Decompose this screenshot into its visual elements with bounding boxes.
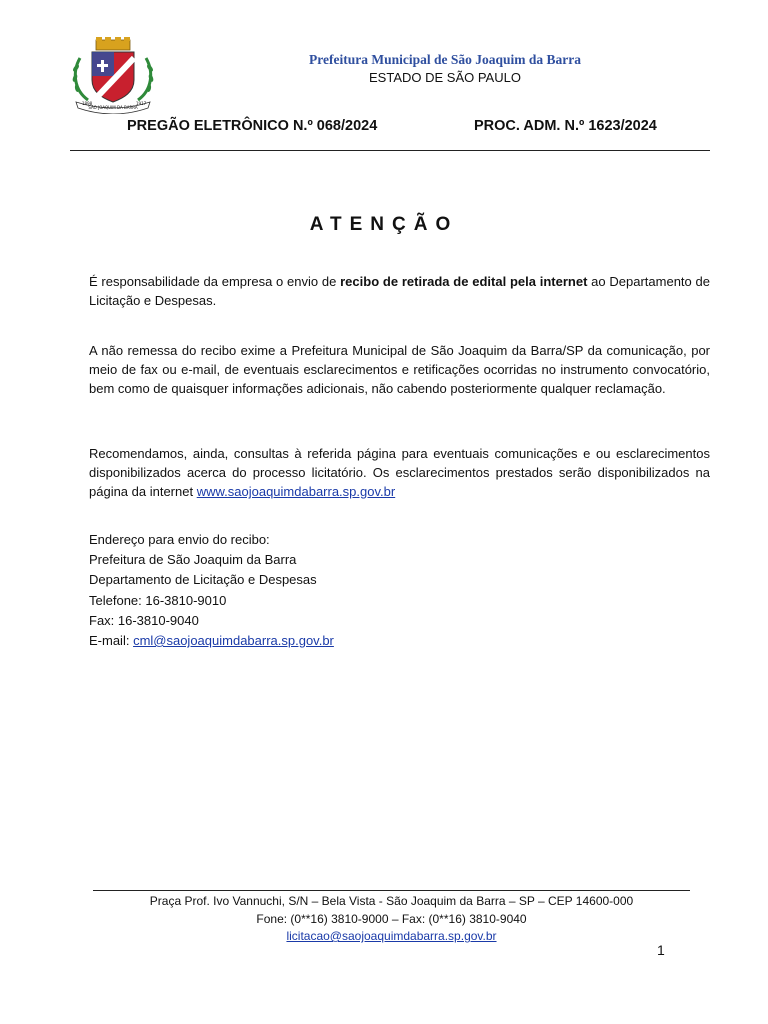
- pregao-number: PREGÃO ELETRÔNICO N.º 068/2024: [127, 118, 378, 134]
- paragraph1-before: É responsabilidade da empresa o envio de: [89, 274, 341, 289]
- page-number: 1: [657, 942, 665, 958]
- address-block: [89, 530, 334, 651]
- footer: [93, 893, 690, 946]
- address-heading: Endereço para envio do recibo:: [89, 532, 270, 547]
- footer-address: Praça Prof. Ivo Vannuchi, S/N – Bela Vista - São Joaquim da Barra – SP – CEP 14600-000: [149, 894, 634, 908]
- address-line2: Departamento de Licitação e Despesas: [89, 572, 317, 588]
- address-line1: Prefeitura de São Joaquim da Barra: [89, 552, 297, 568]
- paragraph1-bold: recibo de retirada de edital pela internet: [340, 274, 588, 289]
- header-divider: [70, 150, 710, 151]
- crest-year-right: 1917: [136, 101, 147, 106]
- proc-adm-number: PROC. ADM. N.º 1623/2024: [474, 118, 657, 134]
- paragraph3-text: Recomendamos, ainda, consultas à referida página para eventuais comunicações e ou esclarecimentos disponibilizados acerca do processo licitatório. Os esclarecimentos prestados serão disponibilizados na página da internet: [89, 446, 710, 499]
- header-title: Prefeitura Municipal de São Joaquim da Barra: [309, 52, 581, 67]
- address-fax: Fax: 16-3810-9040: [89, 612, 199, 628]
- email-link[interactable]: cml@saojoaquimdabarra.sp.gov.br: [133, 633, 334, 649]
- footer-phones: Fone: (0**16) 3810-9000 – Fax: (0**16) 3810-9040: [256, 911, 527, 926]
- crest-motto: SÃO JOAQUIM DA BARRA: [88, 105, 138, 110]
- municipal-crest-icon: [68, 36, 158, 114]
- website-link[interactable]: www.saojoaquimdabarra.sp.gov.br: [196, 484, 396, 499]
- footer-divider: [93, 890, 690, 891]
- crest-year-left: 1898: [82, 101, 93, 106]
- paragraph-recommendation: [89, 444, 710, 501]
- footer-email-link[interactable]: licitacao@saojoaquimdabarra.sp.gov.br: [286, 929, 497, 943]
- header-subtitle: ESTADO DE SÃO PAULO: [369, 70, 521, 85]
- address-phone: Telefone: 16-3810-9010: [89, 592, 227, 608]
- paragraph-responsibility: [89, 272, 710, 310]
- address-email-label: E-mail:: [89, 633, 134, 649]
- address-email-row: [89, 631, 334, 651]
- page-title: ATENÇÃO: [309, 214, 459, 235]
- paragraph1-after: ao Departamento de Licitação e Despesas.: [89, 274, 710, 308]
- paragraph-non-remittance: A não remessa do recibo exime a Prefeitura Municipal de São Joaquim da Barra/SP da comunicação, por meio de fax ou e-mail, de eventuais esclarecimentos e retificações ocorridas no instrumento convocatório, bem como de quaisquer informações adicionais, não cabendo posteriormente qualquer reclamação.: [89, 343, 710, 396]
